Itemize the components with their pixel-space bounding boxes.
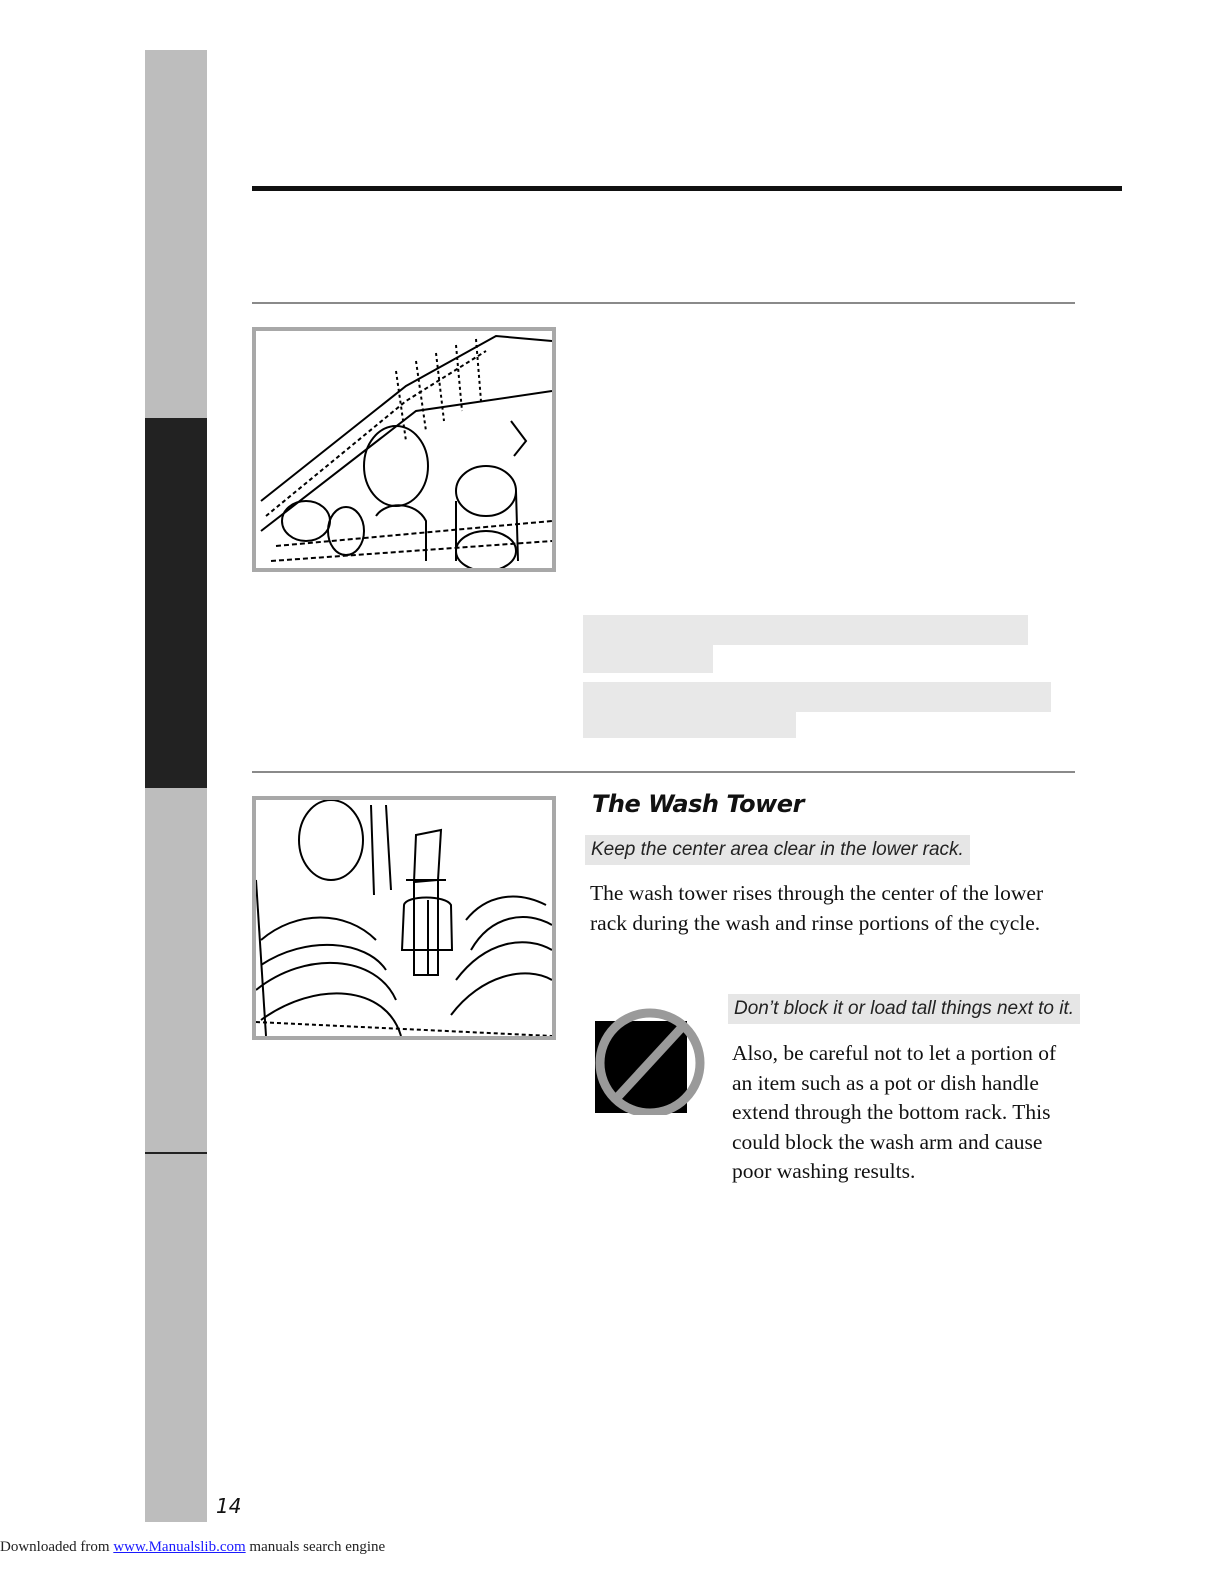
upper-rack-cups-illustration [252,327,556,572]
section-title: The Wash Tower [592,790,804,818]
callout-keep-center-clear: Keep the center area clear in the lower rack. [585,835,970,865]
section-divider-middle [252,771,1075,773]
footer-suffix: manuals search engine [245,1539,386,1555]
side-tab-section-1 [145,50,207,418]
redacted-note-line-2 [583,645,713,673]
section-divider-top [252,302,1075,304]
footer [0,1539,385,1556]
manualslib-link[interactable]: www.Manualslib.com [113,1539,246,1555]
redacted-note-line-1 [583,615,1028,645]
redacted-note-line-3 [583,682,1051,712]
warning-paragraph: Also, be careful not to let a portion of an item such as a pot or dish handle extend through the bottom rack. This could block the wash arm and cause poor washing results. [732,1041,1057,1183]
prohibition-icon [592,993,716,1115]
footer-prefix: Downloaded from [0,1539,114,1555]
header-rule [252,186,1122,191]
page-number: 14 [216,1494,242,1518]
side-tab-active-section [145,418,207,788]
side-tab-section-3 [145,788,207,1154]
callout-dont-block: Don’t block it or load tall things next to it. [728,994,1080,1024]
wash-tower-paragraph: The wash tower rises through the center of the lower rack during the wash and rinse portions of the cycle. [590,881,1044,935]
redacted-note-line-4 [583,712,796,738]
wash-tower-illustration [252,796,556,1040]
side-tab-section-4 [145,1154,207,1522]
